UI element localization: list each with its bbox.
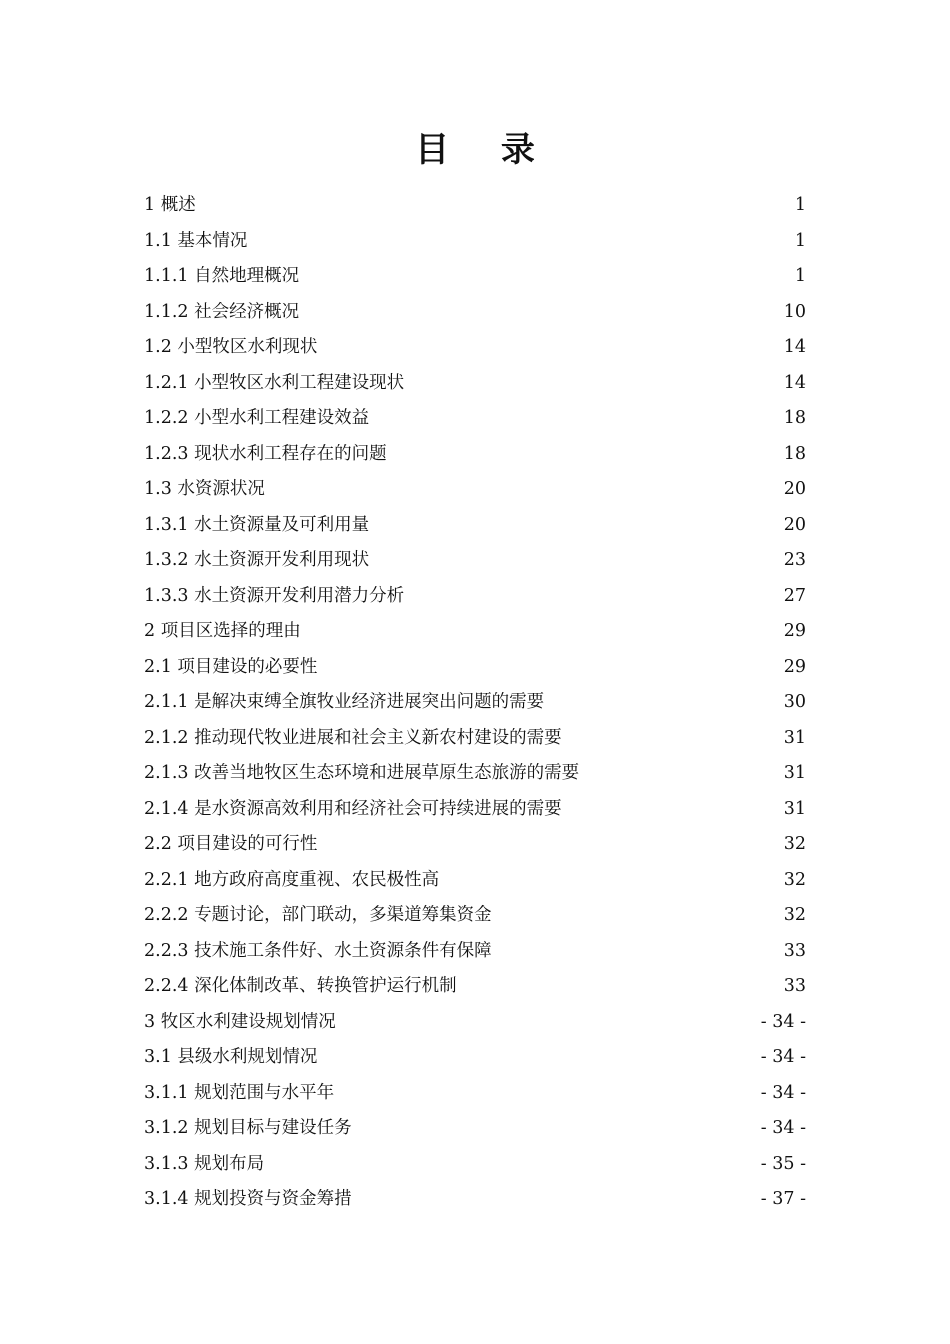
toc-entry-text: 2.1.2 推动现代牧业进展和社会主义新农村建设的需要 — [144, 727, 562, 748]
toc-entry-page-number: 31 — [783, 763, 806, 783]
toc-entry-text: 2.2.2 专题讨论，部门联动，多渠道筹集资金 — [144, 905, 492, 925]
toc-entry[interactable] — [144, 366, 806, 402]
toc-entry[interactable] — [144, 792, 806, 828]
toc-entry-page-number: 1 — [794, 230, 806, 251]
toc-entry-text: 1.3 水资源状况 — [144, 479, 265, 499]
toc-entry[interactable] — [144, 1147, 806, 1183]
toc-entry[interactable] — [144, 437, 806, 473]
toc-entry-text: 2.1 项目建设的必要性 — [144, 656, 318, 677]
toc-entry-text: 1.3.2 水土资源开发利用现状 — [144, 550, 370, 570]
toc-entry-text: 1 概述 — [144, 195, 196, 215]
toc-entry-text: 1.1 基本情况 — [144, 230, 248, 251]
toc-entry[interactable] — [144, 1182, 806, 1218]
toc-entry-text: 1.1.1 自然地理概况 — [144, 266, 300, 286]
toc-entry-text: 2 项目区选择的理由 — [144, 621, 301, 641]
toc-entry[interactable] — [144, 721, 806, 757]
toc-entry-page-number: 10 — [783, 301, 806, 322]
toc-entry[interactable] — [144, 898, 806, 934]
toc-entry-page-number: 32 — [783, 834, 806, 854]
toc-entry[interactable] — [144, 650, 806, 686]
toc-entry-text: 3.1.1 规划范围与水平年 — [144, 1082, 335, 1103]
toc-entry[interactable] — [144, 827, 806, 863]
toc-entry-page-number: - 34 - — [760, 1047, 806, 1067]
toc-entry-page-number: 14 — [783, 372, 806, 393]
toc-entry-text: 1.3.1 水土资源量及可利用量 — [144, 514, 370, 535]
toc-entry[interactable] — [144, 1076, 806, 1112]
toc-entry[interactable] — [144, 969, 806, 1005]
toc-entry[interactable] — [144, 1111, 806, 1147]
toc-entry-page-number: 30 — [783, 692, 806, 712]
toc-entry-page-number: - 37 - — [760, 1189, 806, 1209]
toc-entry-text: 3.1 县级水利规划情况 — [144, 1047, 318, 1067]
toc-entry-text: 1.2 小型牧区水利现状 — [144, 337, 318, 357]
toc-entry[interactable] — [144, 1005, 806, 1041]
toc-entry-text: 3 牧区水利建设规划情况 — [144, 1011, 336, 1032]
toc-entry-text: 2.1.4 是水资源高效利用和经济社会可持续进展的需要 — [144, 798, 562, 819]
toc-entry-page-number: - 35 - — [760, 1153, 806, 1174]
toc-entry-text: 1.3.3 水土资源开发利用潜力分析 — [144, 585, 405, 606]
toc-entry-page-number: 31 — [783, 798, 806, 819]
toc-entry[interactable] — [144, 508, 806, 544]
toc-entry-page-number: 32 — [783, 869, 806, 890]
toc-entry-text: 2.2 项目建设的可行性 — [144, 834, 318, 854]
toc-entry[interactable] — [144, 259, 806, 295]
toc-entry-page-number: 29 — [783, 656, 806, 677]
toc-entry-text: 2.2.1 地方政府高度重视、农民极性高 — [144, 869, 440, 890]
toc-entry[interactable] — [144, 401, 806, 437]
toc-entry[interactable] — [144, 685, 806, 721]
toc-entry-page-number: 14 — [783, 337, 806, 357]
toc-entry-page-number: 27 — [783, 585, 806, 606]
toc-entry[interactable] — [144, 934, 806, 970]
toc-entry[interactable] — [144, 579, 806, 615]
toc-entry-page-number: 20 — [783, 479, 806, 499]
toc-entry[interactable] — [144, 614, 806, 650]
toc-entry-page-number: 32 — [783, 905, 806, 925]
toc-entry-text: 3.1.3 规划布局 — [144, 1153, 265, 1174]
toc-entry-page-number: 20 — [783, 514, 806, 535]
toc-entry-text: 1.2.2 小型水利工程建设效益 — [144, 408, 370, 428]
toc-entry-text: 2.2.4 深化体制改革、转换管护运行机制 — [144, 976, 457, 996]
toc-entry[interactable] — [144, 224, 806, 260]
toc-entry[interactable] — [144, 472, 806, 508]
toc-entry-page-number: 29 — [783, 621, 806, 641]
toc-entry-text: 2.1.1 是解决束缚全旗牧业经济进展突出问题的需要 — [144, 692, 545, 712]
toc-entry[interactable] — [144, 188, 806, 224]
toc-entry[interactable] — [144, 1040, 806, 1076]
toc-entry-page-number: 18 — [783, 408, 806, 428]
toc-entry-text: 1.1.2 社会经济概况 — [144, 301, 300, 322]
toc-entry-page-number: 31 — [783, 727, 806, 748]
toc-entry[interactable] — [144, 756, 806, 792]
toc-entry-page-number: 33 — [783, 976, 806, 996]
toc-entry-page-number: - 34 - — [760, 1011, 806, 1032]
toc-entry-page-number: 1 — [794, 195, 806, 215]
toc-entry-page-number: 33 — [783, 940, 806, 961]
toc-entry-text: 3.1.2 规划目标与建设任务 — [144, 1118, 352, 1138]
toc-entry[interactable] — [144, 543, 806, 579]
toc-entry[interactable] — [144, 863, 806, 899]
toc-entry-text: 3.1.4 规划投资与资金筹措 — [144, 1189, 352, 1209]
toc-entry-page-number: 23 — [783, 550, 806, 570]
toc-list — [144, 188, 806, 1218]
toc-entry-page-number: 18 — [783, 443, 806, 464]
toc-entry[interactable] — [144, 295, 806, 331]
toc-entry-text: 2.1.3 改善当地牧区生态环境和进展草原生态旅游的需要 — [144, 763, 580, 783]
toc-entry-page-number: 1 — [794, 266, 806, 286]
toc-title: 目 录 — [415, 130, 555, 170]
toc-entry-text: 2.2.3 技术施工条件好、水土资源条件有保障 — [144, 940, 492, 961]
toc-entry[interactable] — [144, 330, 806, 366]
toc-entry-page-number: - 34 - — [760, 1082, 806, 1103]
toc-entry-text: 1.2.3 现状水利工程存在的问题 — [144, 443, 387, 464]
toc-entry-page-number: - 34 - — [760, 1118, 806, 1138]
toc-entry-text: 1.2.1 小型牧区水利工程建设现状 — [144, 372, 405, 393]
